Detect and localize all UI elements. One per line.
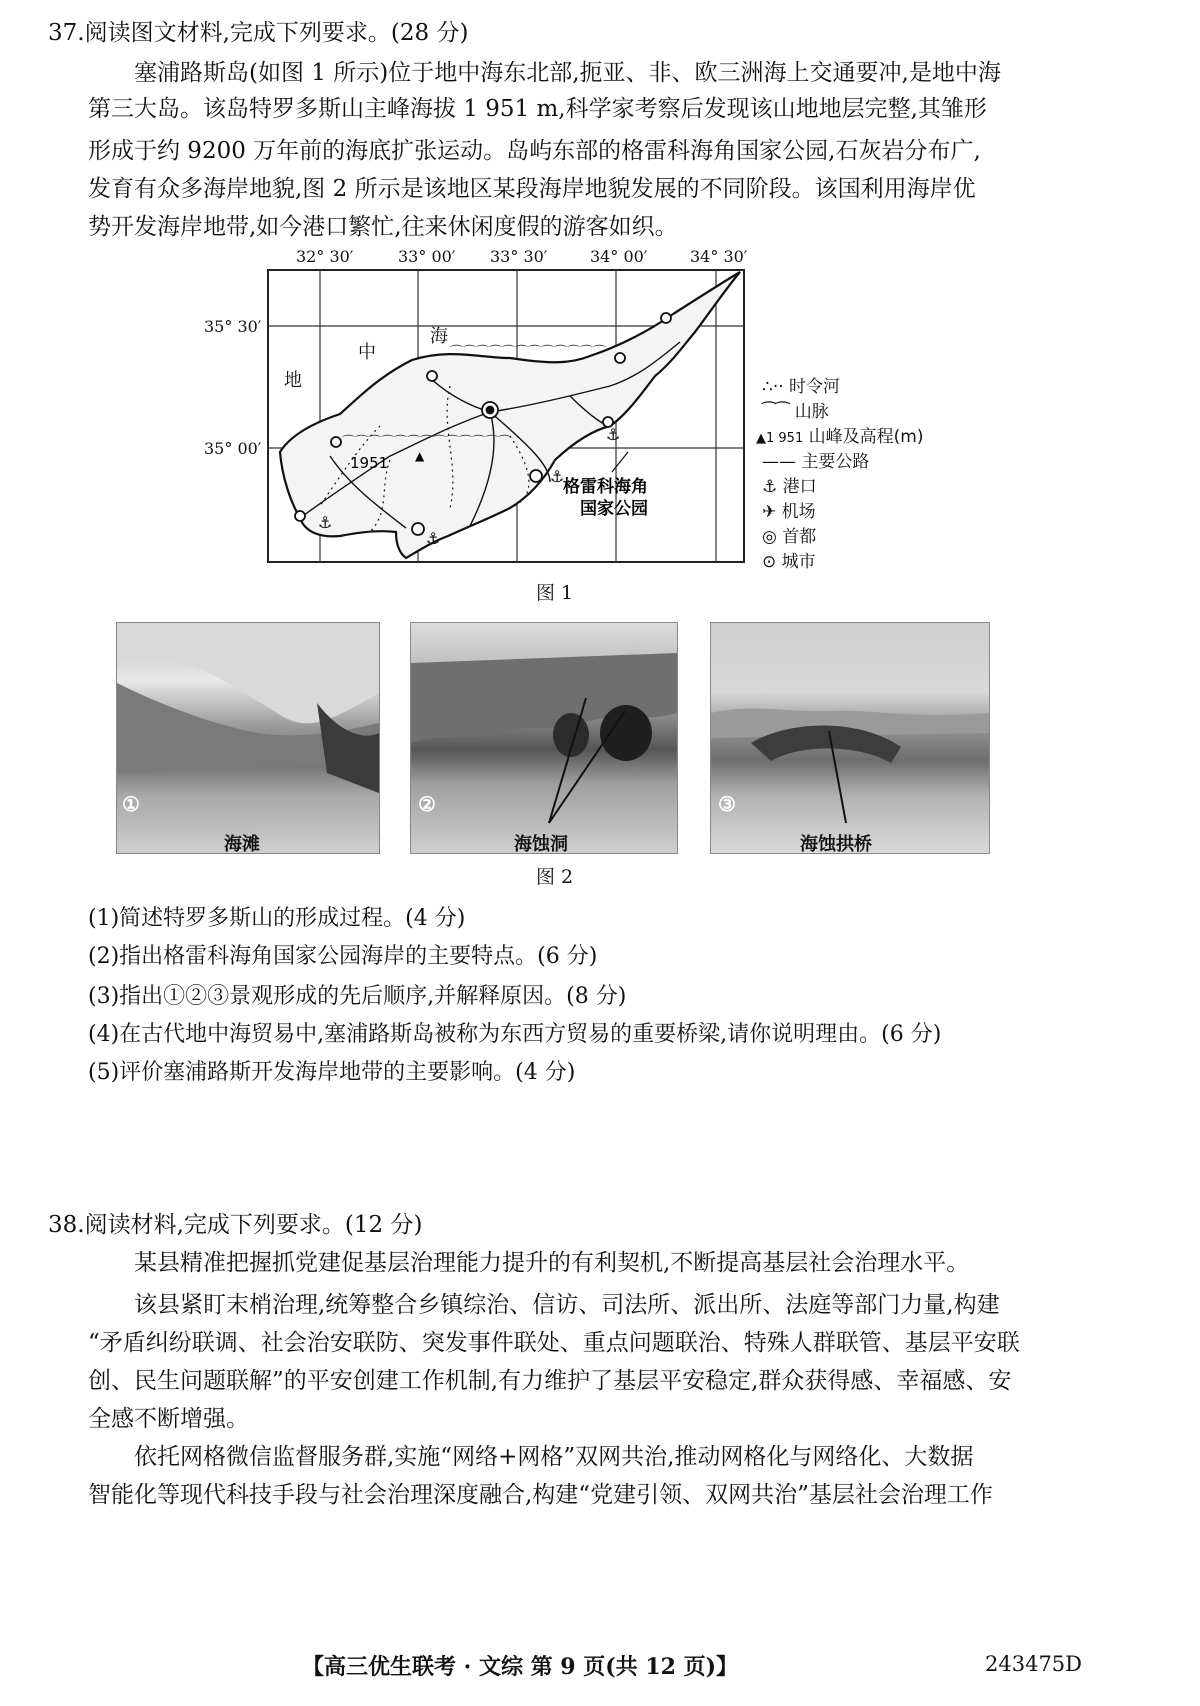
figure-2-caption: 图 2 <box>536 866 574 888</box>
figure-1-caption: 图 1 <box>536 582 574 604</box>
q37-para-line-5: 势开发海岸地带,如今港口繁忙,往来休闲度假的游客如织。 <box>88 214 678 240</box>
figure-1-map <box>150 246 960 572</box>
q37-sub-3: (3)指出①②③景观形成的先后顺序,并解释原因。(8 分) <box>88 984 627 1009</box>
q38-para-line-7: 智能化等现代科技手段与社会治理深度融合,构建“党建引领、双网共治”基层社会治理工作 <box>88 1482 993 1508</box>
legend-peak: ▲1 951 山峰及高程(m) <box>756 427 924 447</box>
svg-text:⌒⌒⌒⌒⌒⌒⌒⌒⌒⌒⌒⌒: ⌒⌒⌒⌒⌒⌒⌒⌒⌒⌒⌒⌒ <box>450 345 607 360</box>
anchor-icon: ⚓ <box>762 477 778 497</box>
q37-sub-4: (4)在古代地中海贸易中,塞浦路斯岛被称为东西方贸易的重要桥梁,请你说明理由。(6 分) <box>88 1022 942 1047</box>
svg-text:▲: ▲ <box>415 449 425 463</box>
q37-sub-2: (2)指出格雷科海角国家公园海岸的主要特点。(6 分) <box>88 944 598 969</box>
photo-2-label: 海蚀洞 <box>514 834 568 855</box>
legend-port: ⚓ 港口 <box>762 477 817 497</box>
park-label-1: 格雷科海角 <box>563 477 648 497</box>
capital-icon: ◎ <box>762 527 777 547</box>
photo-sea-cave <box>410 622 678 854</box>
lat-label-1: 35° 30′ <box>204 317 262 336</box>
photo-2-number: ② <box>418 792 436 816</box>
q37-para-line-4: 发育有众多海岸地貌,图 2 所示是该地区某段海岸地貌发展的不同阶段。该国利用海岸优 <box>88 176 976 202</box>
q37-sub-5: (5)评价塞浦路斯开发海岸地带的主要影响。(4 分) <box>88 1060 576 1085</box>
sea-char-1: 地 <box>284 370 302 391</box>
q38-para-line-1: 某县精准把握抓党建促基层治理能力提升的有利契机,不断提高基层社会治理水平。 <box>134 1250 970 1276</box>
sea-char-2: 中 <box>358 342 376 363</box>
lat-label-2: 35° 00′ <box>204 439 262 458</box>
q38-heading: 38.阅读材料,完成下列要求。(12 分) <box>48 1212 423 1238</box>
q38-para-line-4: 创、民生问题联解”的平安创建工作机制,有力维护了基层平安稳定,群众获得感、幸福感、安 <box>88 1368 1012 1394</box>
footer-title: 【高三优生联考 · 文综 第 9 页(共 12 页)】 <box>302 1654 739 1680</box>
svg-text:⚓: ⚓ <box>606 425 621 444</box>
lon-label-2: 33° 00′ <box>398 247 456 266</box>
legend-capital: ◎ 首都 <box>762 527 817 547</box>
photo-3-number: ③ <box>718 792 736 816</box>
q38-para-line-5: 全感不断增强。 <box>88 1406 249 1432</box>
cyprus-map-svg <box>150 246 960 566</box>
legend-mountain: ⁀⁀ 山脉 <box>762 402 829 422</box>
city-icon: ⊙ <box>762 552 777 572</box>
q37-para-line-1: 塞浦路斯岛(如图 1 所示)位于地中海东北部,扼亚、非、欧三洲海上交通要冲,是地中海 <box>134 60 1001 86</box>
q37-heading: 37.阅读图文材料,完成下列要求。(28 分) <box>48 20 469 46</box>
q38-para-line-3: “矛盾纠纷联调、社会治安联防、突发事件联处、重点问题联治、特殊人群联管、基层平安联 <box>88 1330 1020 1356</box>
svg-text:⌒⌒⌒⌒⌒⌒⌒⌒⌒⌒⌒⌒⌒: ⌒⌒⌒⌒⌒⌒⌒⌒⌒⌒⌒⌒⌒ <box>342 435 512 450</box>
q37-sub-1: (1)简述特罗多斯山的形成过程。(4 分) <box>88 906 466 931</box>
park-label-2: 国家公园 <box>580 499 648 519</box>
svg-text:⚓: ⚓ <box>318 513 333 532</box>
svg-text:⚓: ⚓ <box>550 467 565 486</box>
photo-sea-arch <box>710 622 990 854</box>
legend-road: —— 主要公路 <box>762 452 870 472</box>
footer-code: 243475D <box>985 1652 1083 1676</box>
photo-1-number: ① <box>122 792 140 816</box>
legend-airport: ✈ 机场 <box>762 502 816 522</box>
photo-1-label: 海滩 <box>224 834 260 855</box>
legend-seasonal-river: ∴·· 时令河 <box>762 377 841 397</box>
peak-label: 1951 <box>350 454 389 472</box>
legend-city: ⊙ 城市 <box>762 552 816 572</box>
sea-char-3: 海 <box>430 326 448 347</box>
lon-label-1: 32° 30′ <box>296 247 354 266</box>
lon-label-4: 34° 00′ <box>590 247 648 266</box>
svg-text:⚓: ⚓ <box>426 529 441 548</box>
q37-para-line-2: 第三大岛。该岛特罗多斯山主峰海拔 1 951 m,科学家考察后发现该山地地层完整,其雏形 <box>88 96 987 122</box>
q38-para-line-6: 依托网格微信监督服务群,实施“网络+网格”双网共治,推动网格化与网络化、大数据 <box>134 1444 974 1470</box>
photo-3-label: 海蚀拱桥 <box>800 834 872 855</box>
q37-para-line-3: 形成于约 9200 万年前的海底扩张运动。岛屿东部的格雷科海角国家公园,石灰岩分布广, <box>88 138 981 164</box>
photo-beach <box>116 622 380 854</box>
lon-label-3: 33° 30′ <box>490 247 548 266</box>
lon-label-5: 34° 30′ <box>690 247 748 266</box>
q38-para-line-2: 该县紧盯末梢治理,统筹整合乡镇综治、信访、司法所、派出所、法庭等部门力量,构建 <box>134 1292 1000 1318</box>
airplane-icon: ✈ <box>762 502 777 522</box>
